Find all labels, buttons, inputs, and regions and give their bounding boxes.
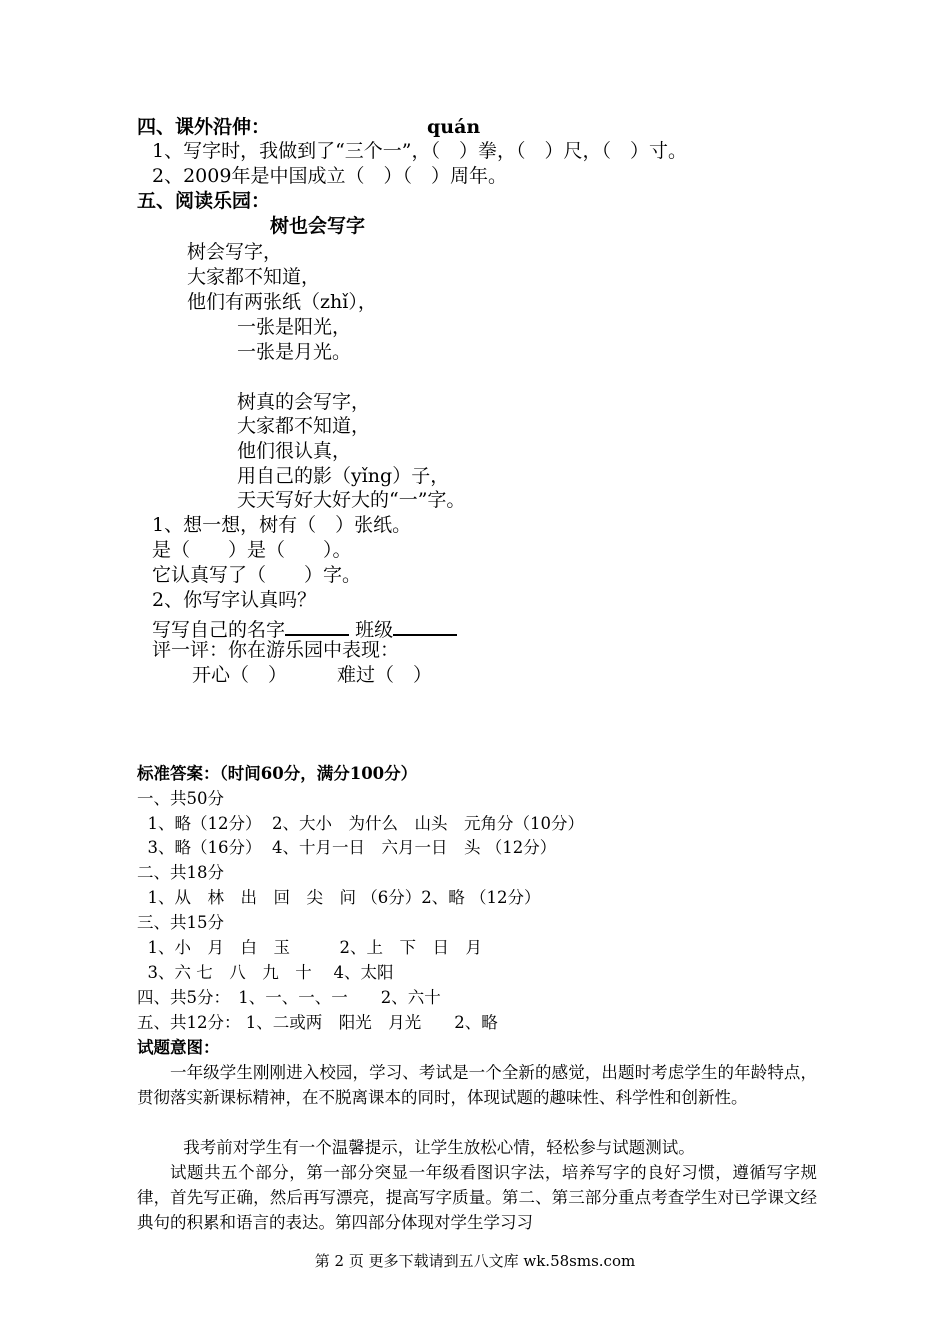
poem-title: 树也会写字: [270, 215, 366, 237]
poem-line: 他们有两张纸（zhǐ），: [187, 291, 377, 313]
happy-option: 开心（ ）: [192, 664, 288, 686]
name-label: 写写自己的名字: [152, 619, 286, 641]
poem-line: 树会写字，: [187, 241, 283, 263]
section4-question-1: 1、写字时，我做到了“三个一”，（ ）拳，（ ）尺，（ ）寸。: [152, 140, 688, 162]
answer-line: 五、共12分： 1、二或两 阳光 月光 2、略: [137, 1013, 498, 1032]
poem-line: 用自己的影（yǐng）子，: [237, 465, 450, 487]
section4-title: 四、课外沿伸：: [137, 116, 271, 138]
answer-line: 1、略（12分） 2、大小 为什么 山头 元角分（10分）: [137, 814, 584, 833]
intent-paragraph-1: 一年级学生刚刚进入校园，学习、考试是一个全新的感觉，出题时考虑学生的年龄特点，贯彻落实新课标精神，在不脱离课本的同时，体现试题的趣味性、科学性和创新性。: [137, 1063, 817, 1107]
poem-line: 一张是月光。: [237, 341, 352, 363]
section4-question-2: 2、2009年是中国成立（ ）（ ）周年。: [152, 165, 507, 187]
answer-line: 3、略（16分） 4、十月一日 六月一日 头 （12分）: [137, 838, 557, 857]
pinyin-annotation: quán: [427, 116, 481, 138]
class-blank[interactable]: [393, 616, 457, 636]
reading-question-1b: 它认真写了（ ）字。: [152, 564, 362, 586]
poem-line: 大家都不知道，: [187, 266, 321, 288]
intent-title: 试题意图：: [137, 1038, 220, 1057]
poem-line: 他们很认真，: [237, 440, 352, 462]
intent-paragraph-2: 我考前对学生有一个温馨提示，让学生放松心情，轻松参与试题测试。: [183, 1138, 695, 1157]
answers-title: 标准答案：（时间60分，满分100分）: [137, 764, 418, 783]
answer-line: 三、共15分: [137, 913, 224, 932]
answer-line: 四、共5分： 1、一、一、一 2、六十: [137, 988, 441, 1007]
answer-line: 3、六 七 八 九 十 4、太阳: [137, 963, 394, 982]
name-blank[interactable]: [285, 616, 349, 636]
poem-line: 树真的会写字，: [237, 391, 371, 413]
answer-line: 一、共50分: [137, 789, 224, 808]
sad-option: 难过（ ）: [337, 664, 433, 686]
poem-line: 天天写好大好大的“一”字。: [237, 489, 466, 511]
answer-line: 1、从 林 出 回 尖 问 （6分）2、略 （12分）: [137, 888, 541, 907]
class-label: 班级: [355, 619, 394, 641]
reading-question-2: 2、你写字认真吗？: [152, 589, 317, 611]
reading-question-1a: 是（ ）是（ ）。: [152, 539, 352, 561]
answer-line: 1、小 月 白 玉 2、上 下 日 月: [137, 938, 482, 957]
poem-line: 大家都不知道，: [237, 415, 371, 437]
reading-question-1: 1、想一想，树有（ ）张纸。: [152, 514, 412, 536]
page-footer: 第 2 页 更多下载请到五八文库 wk.58sms.com: [314, 1252, 636, 1270]
intent-paragraph-3: 试题共五个部分，第一部分突显一年级看图识字法，培养写字的良好习惯，遵循写字规律，首先写正确，然后再写漂亮，提高写字质量。第二、第三部分重点考查学生对已学课文经典句的积累和语言的表达。第四部分体现对学生学习习: [137, 1163, 817, 1232]
answer-line: 二、共18分: [137, 863, 224, 882]
name-class-line: [152, 616, 457, 640]
self-evaluation: 评一评：你在游乐园中表现：: [152, 639, 400, 661]
section5-title: 五、阅读乐园：: [137, 190, 271, 212]
poem-line: 一张是阳光，: [237, 316, 352, 338]
